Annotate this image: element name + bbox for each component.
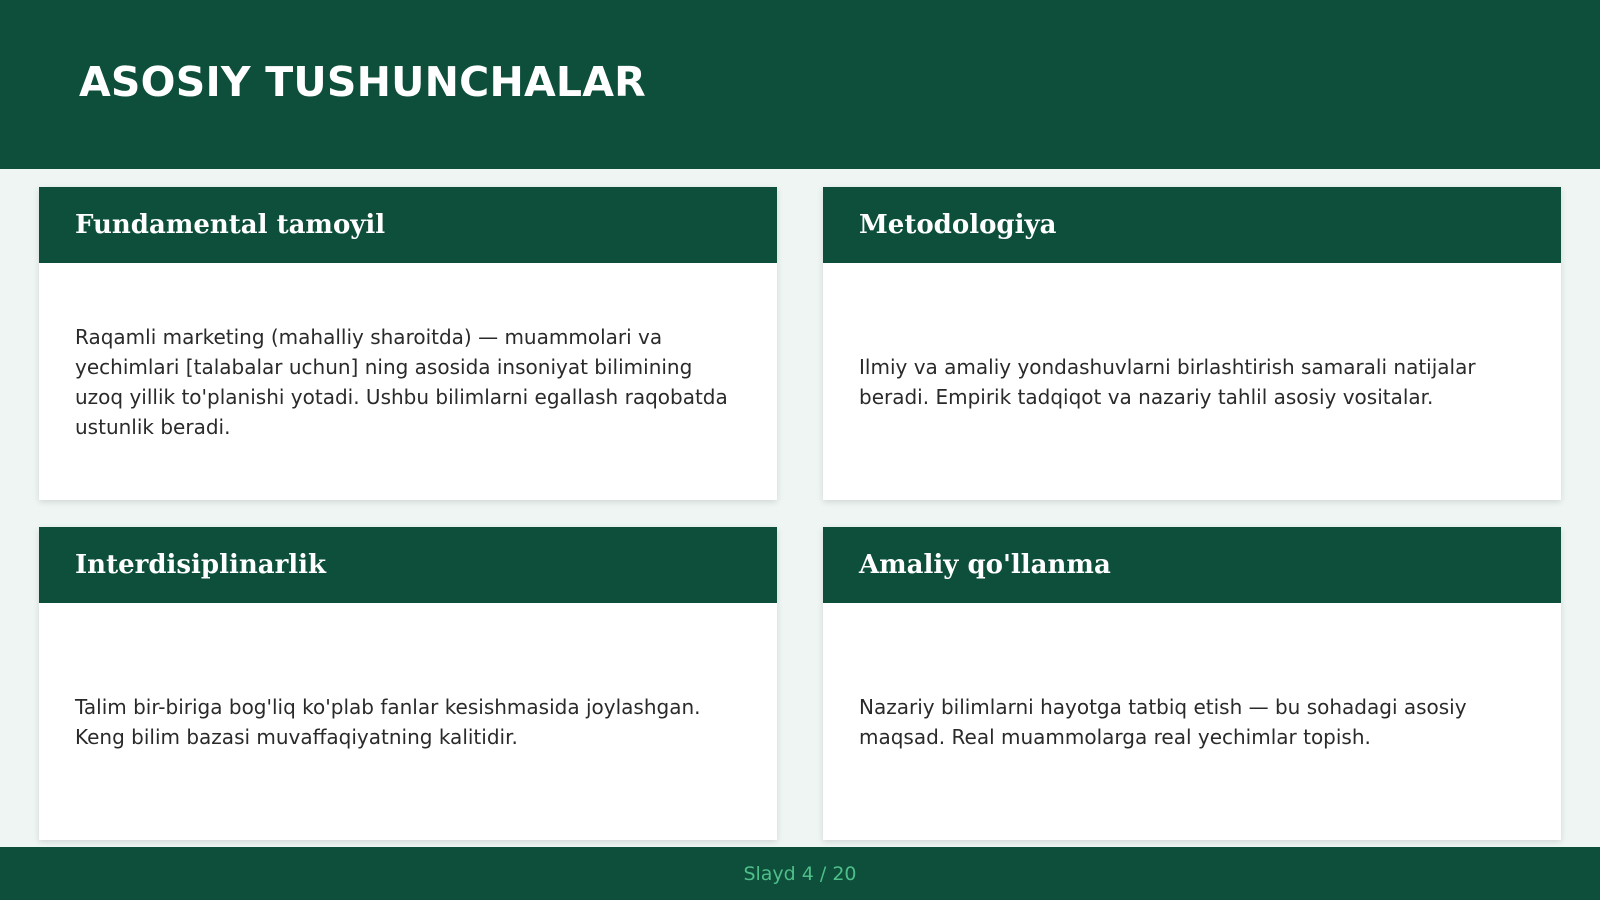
card-header — [823, 527, 1561, 603]
card-title: Metodologiya — [859, 210, 1057, 240]
concept-card-interdisciplinary — [39, 527, 777, 840]
card-text: Raqamli marketing (mahalliy sharoitda) — muammolari va yechimlari [talabalar uchun] ning asosida insoniyat bilimining uzoq yillik to'planishi yotadi. Ushbu bilimlarni egallash raqobatda ustunlik beradi. — [75, 324, 728, 439]
card-text: Nazariy bilimlarni hayotga tatbiq etish — bu sohadagi asosiy maqsad. Real muammolarga real yechimlar topish. — [859, 694, 1467, 749]
card-title: Interdisiplinarlik — [75, 550, 327, 580]
card-text: Ilmiy va amaliy yondashuvlarni birlashtirish samarali natijalar beradi. Empirik tadqiqot va nazariy tahlil asosiy vositalar. — [859, 354, 1476, 409]
card-header — [39, 187, 777, 263]
card-title: Fundamental tamoyil — [75, 210, 386, 240]
card-header — [39, 527, 777, 603]
card-body — [859, 263, 1525, 500]
slide-header — [0, 0, 1600, 169]
concept-card-methodology — [823, 187, 1561, 500]
concept-card-practical-guide — [823, 527, 1561, 840]
card-header — [823, 187, 1561, 263]
card-text: Talim bir-biriga bog'liq ko'plab fanlar kesishmasida joylashgan. Keng bilim bazasi muvaffaqiyatning kalitidir. — [75, 694, 701, 749]
slide-footer — [0, 847, 1600, 900]
card-body — [75, 603, 741, 840]
concept-card-fundamental — [39, 187, 777, 500]
card-body — [75, 263, 741, 500]
slide-counter: Slayd 4 / 20 — [743, 862, 857, 885]
card-title: Amaliy qo'llanma — [859, 550, 1111, 580]
card-body — [859, 603, 1525, 840]
slide-title: ASOSIY TUSHUNCHALAR — [79, 58, 646, 106]
